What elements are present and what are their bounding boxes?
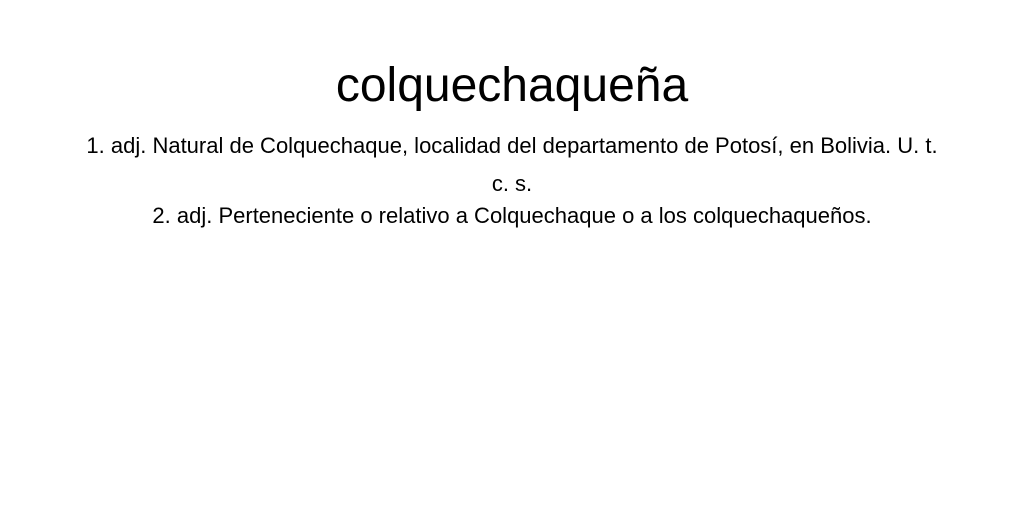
definition-item [80,197,944,235]
sense-number: 1. [86,133,105,158]
sense-text: adj. Natural de Colquechaque, localidad del departamento de Potosí, en Bolivia. U. t. c. s. [110,133,938,196]
sense-number: 2. [152,203,171,228]
headword: colquechaqueña [335,59,689,112]
definition-item [80,127,944,203]
sense-text: adj. Perteneciente o relativo a Colquechaque o a los colquechaqueños. [176,203,872,228]
definition-list [80,127,944,235]
